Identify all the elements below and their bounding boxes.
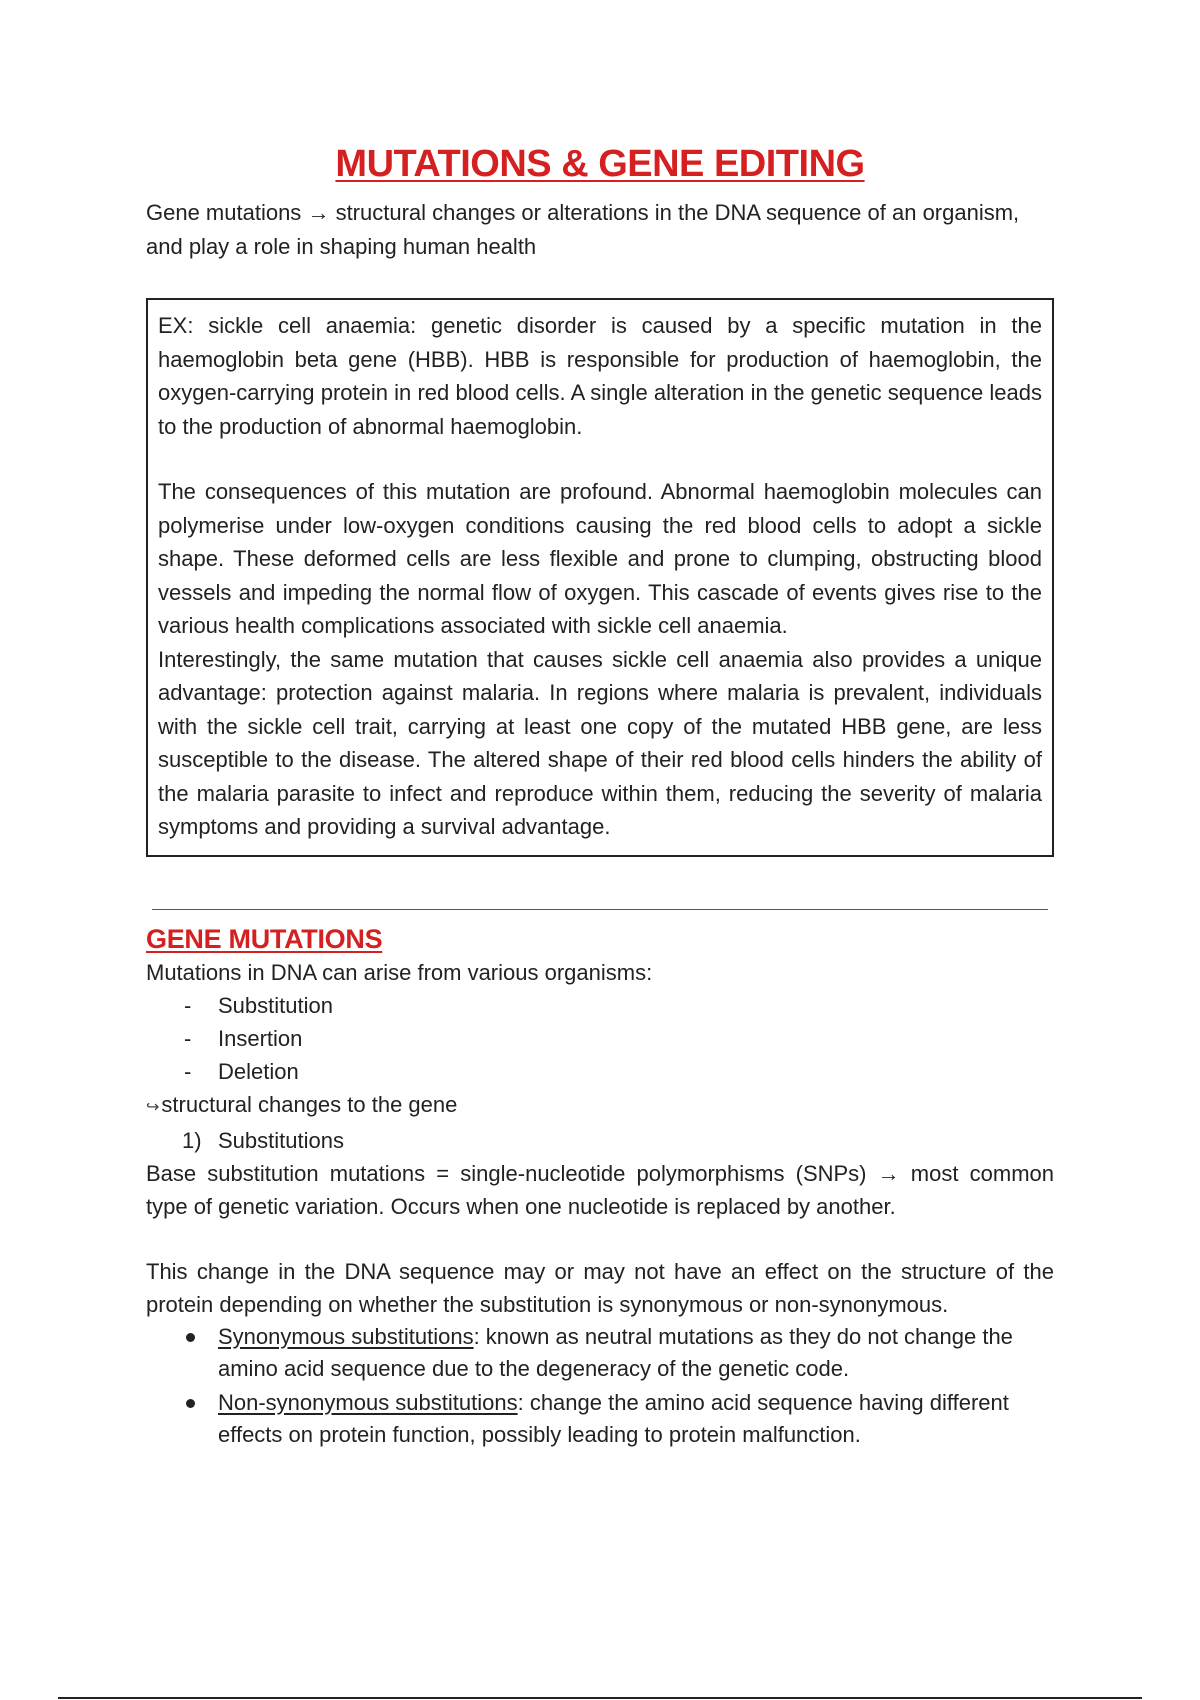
bullet-text: : change the amino acid sequence having different effects on protein function, possibly leading to protein malfunction. — [218, 1389, 1009, 1447]
hook-arrow-icon: ↪ — [146, 1098, 160, 1116]
dash-bullet-icon: - — [184, 1025, 192, 1051]
bullet-dot-icon — [186, 1333, 195, 1342]
mutations-lead-text: Mutations in DNA can arise from various organisms: — [146, 959, 653, 985]
intro-paragraph — [146, 196, 1054, 264]
page-title: MUTATIONS & GENE EDITING — [335, 143, 865, 185]
list-item — [146, 1022, 1054, 1055]
list-item-label: Substitution — [218, 992, 333, 1018]
structural-changes-line — [146, 1088, 1054, 1124]
list-item — [146, 989, 1054, 1022]
document-page — [146, 140, 1054, 1453]
bullet-text: : known as neutral mutations as they do not change the amino acid sequence due to the degeneracy of the genetic code. — [218, 1323, 1013, 1381]
list-item — [146, 1055, 1054, 1088]
numbered-label: 1) — [182, 1127, 202, 1153]
example-paragraph-1: EX: sickle cell anaemia: genetic disorder is caused by a specific mutation in the haemoglobin beta gene (HBB). HBB is responsible for production of haemoglobin, the oxygen-carrying protein in red blood cells. A single alteration in the genetic sequence leads to the production of abnormal haemoglobin. — [158, 313, 1042, 439]
dash-bullet-icon: - — [184, 992, 192, 1018]
sickle-cell-example-box — [146, 298, 1054, 857]
bullet-term: Synonymous substitutions — [218, 1323, 474, 1349]
intro-term: Gene mutations — [146, 200, 302, 225]
effect-paragraph: This change in the DNA sequence may or may not have an effect on the structure of the protein depending on whether the substitution is synonymous or non-synonymous. — [146, 1258, 1054, 1317]
list-item — [146, 1387, 1054, 1451]
example-paragraph-3: Interestingly, the same mutation that causes sickle cell anaemia also provides a unique advantage: protection against malaria. In regions where malaria is prevalent, individuals with the sickle cell trait, carrying at least one copy of the mutated HBB gene, are less susceptible to the disease. The altered shape of their red blood cells hinders the ability of the malaria parasite to infect and reproduce within them, reducing the severity of malaria symptoms and providing a survival advantage. — [158, 646, 1042, 839]
mutation-types-list — [146, 989, 1054, 1088]
arrow-right-icon: → — [307, 200, 330, 225]
example-paragraph-2: The consequences of this mutation are profound. Abnormal haemoglobin molecules can polymerise under low-oxygen conditions causing the red blood cells to adopt a sickle shape. These deformed cells are less flexible and prone to clumping, obstructing blood vessels and impeding the normal flow of oxygen. This cascade of events gives rise to the various health complications associated with sickle cell anaemia. — [158, 479, 1042, 638]
snp-paragraph: Base substitution mutations = single-nucleotide polymorphisms (SNPs) → most common type of genetic variation. Occurs when one nucleotide is replaced by another. — [146, 1160, 1054, 1219]
numbered-item-substitutions — [146, 1124, 1054, 1157]
dash-bullet-icon: - — [184, 1058, 192, 1084]
substitution-types-list — [146, 1321, 1054, 1451]
bullet-dot-icon — [186, 1399, 195, 1408]
numbered-text: Substitutions — [218, 1127, 344, 1153]
structural-changes-text: structural changes to the gene — [161, 1091, 458, 1117]
list-item-label: Insertion — [218, 1025, 303, 1051]
section-divider — [152, 909, 1048, 910]
footer-divider — [58, 1697, 1142, 1699]
list-item-label: Deletion — [218, 1058, 299, 1084]
list-item — [146, 1321, 1054, 1385]
intro-text: structural changes or alterations in the DNA sequence of an organism, and play a role in shaping human health — [146, 200, 1020, 259]
bullet-term: Non-synonymous substitutions — [218, 1389, 518, 1415]
paragraph-spacer — [146, 1223, 1054, 1255]
section-heading-gene-mutations: GENE MUTATIONS — [146, 923, 383, 954]
